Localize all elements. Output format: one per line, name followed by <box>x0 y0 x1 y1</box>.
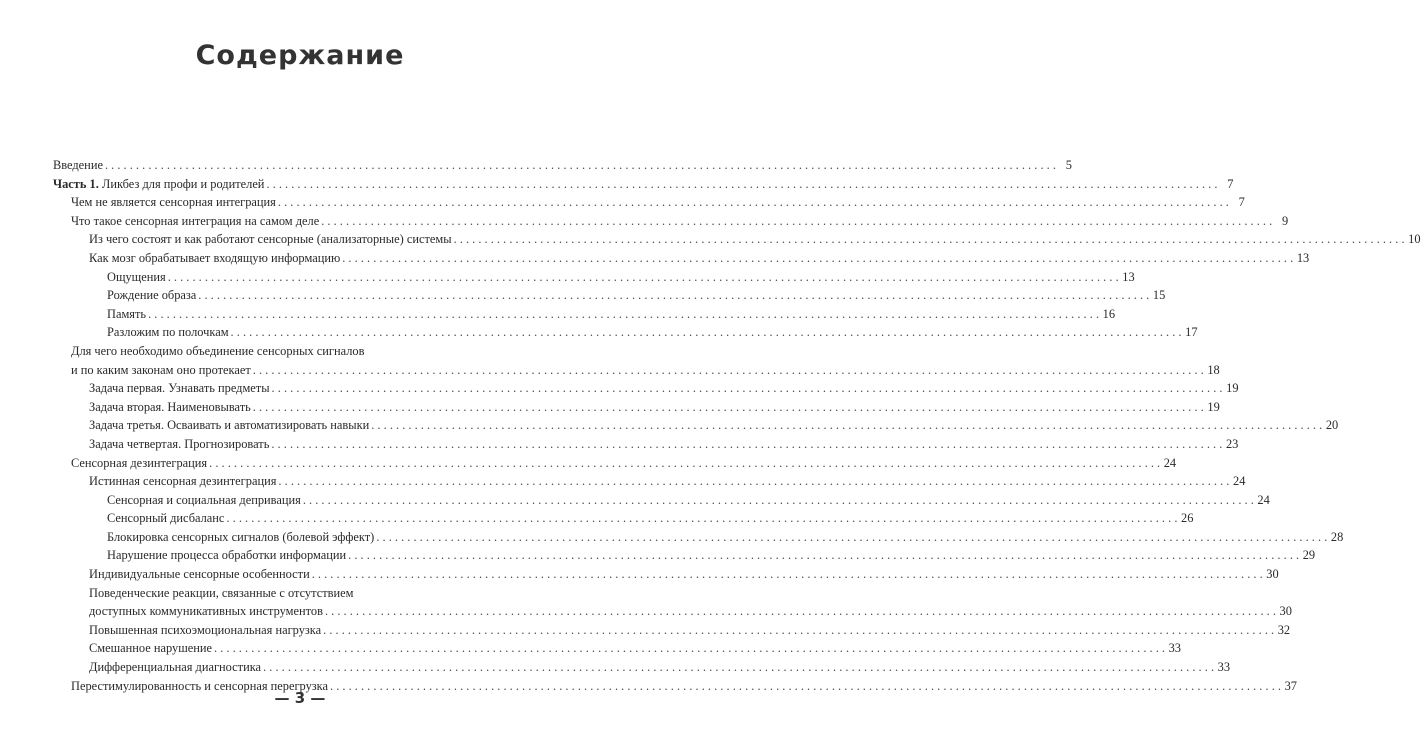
toc-entry-page: 17 <box>1185 325 1198 340</box>
toc-entry-text: Ликбез для профи и родителей <box>98 176 265 191</box>
toc-entry-title <box>89 435 269 454</box>
toc-entry-page: 5 <box>1065 158 1072 172</box>
toc-entry-text: Истинная сенсорная дезинтеграция <box>89 474 277 489</box>
toc-entry-text: Задача первая. Узнавать предметы <box>89 381 270 396</box>
toc-entry-page: 13 <box>1122 269 1135 284</box>
toc-entry-page: 24 <box>1233 474 1246 489</box>
toc-entry-title <box>107 305 146 324</box>
toc-entry-text: Рождение образа <box>107 288 197 303</box>
toc-entry-title <box>107 546 346 565</box>
toc-entry <box>53 528 1344 547</box>
toc-leader-dots <box>454 230 1405 249</box>
toc-entry-title <box>71 361 251 380</box>
toc-entry-text: Задача вторая. Наименовывать <box>89 399 251 414</box>
toc-entry <box>53 454 1177 473</box>
toc-entry <box>53 435 1239 454</box>
toc-entry <box>53 193 1245 212</box>
toc-entry <box>53 546 1316 565</box>
toc-entry-page: 24 <box>1163 455 1177 470</box>
toc-leader-dots <box>342 249 1293 268</box>
toc-entry <box>53 584 543 603</box>
page-number: — 3 — <box>274 689 326 707</box>
toc-entry-page: 10 <box>1408 232 1421 247</box>
toc-leader-dots <box>348 546 1299 565</box>
toc-entry <box>53 509 1194 528</box>
toc-entry-title <box>107 323 229 342</box>
toc-entry <box>53 286 1166 305</box>
toc-entry-text: Индивидуальные сенсорные особенности <box>89 567 310 582</box>
toc-entry-text: доступных коммуникативных инструментов <box>89 604 323 619</box>
toc-leader-dots <box>272 379 1223 398</box>
toc-entry <box>53 175 1234 194</box>
toc-entry-text: Задача третья. Осваивать и автоматизировать навыки <box>89 418 370 433</box>
toc-entry-title <box>71 193 276 212</box>
toc-entry <box>53 268 1135 287</box>
toc-entry <box>53 361 1220 380</box>
toc-entry-title <box>89 398 251 417</box>
toc-leader-dots <box>209 454 1160 473</box>
toc-leader-dots <box>105 156 1056 175</box>
toc-entry-page: 30 <box>1266 567 1279 582</box>
toc-entry-title <box>89 584 353 603</box>
toc-entry-title <box>71 342 364 361</box>
toc-entry-part-label: Часть 1. <box>53 176 99 191</box>
toc-entry <box>53 472 1246 491</box>
toc-entry-text: Задача четвертая. Прогнозировать <box>89 436 270 451</box>
toc-leader-dots <box>263 658 1214 677</box>
toc-leader-dots <box>323 621 1274 640</box>
toc-entry-text: Ощущения <box>107 269 166 284</box>
toc-leader-dots <box>325 602 1276 621</box>
toc-entry-page: 16 <box>1102 306 1116 321</box>
toc-entry-page: 13 <box>1296 250 1310 265</box>
toc-entry-page: 18 <box>1207 362 1220 377</box>
toc-entry-text: Нарушение процесса обработки информации <box>107 548 347 563</box>
page-title: Содержание <box>195 40 405 71</box>
toc-entry-page: 33 <box>1168 641 1181 656</box>
toc-leader-dots <box>266 175 1217 194</box>
toc-entry <box>53 639 1181 658</box>
toc-entry-page: 20 <box>1325 418 1339 433</box>
toc-entry-text: Введение <box>53 158 103 172</box>
toc-entry-text: Перестимулированность и сенсорная перегрузка <box>71 678 328 693</box>
toc-entry-text: Из чего состоят и как работают сенсорные (анализаторные) системы <box>89 232 452 247</box>
toc-entry-text: Как мозг обрабатывает входящую информацию <box>89 250 341 265</box>
toc-leader-dots <box>278 472 1229 491</box>
toc-entry-page: 19 <box>1207 399 1220 414</box>
toc-entry <box>53 379 1239 398</box>
toc-leader-dots <box>253 398 1204 417</box>
toc-entry-text: Сенсорный дисбаланс <box>107 511 225 526</box>
toc-entry-text: Разложим по полочкам <box>107 325 229 340</box>
toc-leader-dots <box>168 268 1119 287</box>
toc-entry <box>53 565 1279 584</box>
toc-entry-title <box>53 175 264 194</box>
toc-entry-title <box>107 286 196 305</box>
toc-entry <box>53 305 1116 324</box>
toc-entry-page: 15 <box>1152 288 1166 303</box>
toc-entry-title <box>89 379 270 398</box>
toc-entry-title <box>107 509 224 528</box>
toc-entry-title <box>89 602 323 621</box>
toc-entry-page: 24 <box>1257 492 1270 507</box>
toc-entry-text: Сенсорная дезинтеграция <box>71 455 208 470</box>
toc-entry-title <box>89 565 310 584</box>
toc-entry <box>53 230 1421 249</box>
toc-entry-title <box>89 416 369 435</box>
toc-leader-dots <box>148 305 1099 324</box>
toc-entry-text: Повышенная психоэмоциональная нагрузка <box>89 622 322 637</box>
toc-entry-page: 9 <box>1282 213 1289 228</box>
toc-entry-page: 28 <box>1330 529 1344 544</box>
toc-leader-dots <box>303 491 1254 510</box>
toc-entry-text: Сенсорная и социальная депривация <box>107 492 301 507</box>
toc-entry-page: 7 <box>1238 195 1245 210</box>
toc-entry <box>53 323 1198 342</box>
toc-entry-title <box>89 621 321 640</box>
toc-entry-page: 23 <box>1225 436 1239 451</box>
toc-entry-text: Для чего необходимо объединение сенсорных сигналов <box>71 343 365 358</box>
toc-entry <box>53 398 1220 417</box>
toc-entry <box>53 658 1231 677</box>
toc-entry-text: и по каким законам оно протекает <box>71 362 251 377</box>
toc-entry-text: Блокировка сенсорных сигналов (болевой эффект) <box>107 529 375 544</box>
toc-entry-text: Чем не является сенсорная интеграция <box>71 195 276 210</box>
toc-entry <box>53 602 1292 621</box>
toc-entry-page: 33 <box>1217 660 1231 675</box>
toc-entry <box>53 212 1289 231</box>
toc-leader-dots <box>214 639 1165 658</box>
toc-entry-title <box>107 528 374 547</box>
toc-entry-text: Смешанное нарушение <box>89 641 213 656</box>
toc-entry-title <box>89 639 212 658</box>
toc-leader-dots <box>231 323 1182 342</box>
toc-entry-text: Поведенческие реакции, связанные с отсутствием <box>89 585 354 600</box>
toc-leader-dots <box>371 416 1322 435</box>
toc-entry <box>53 416 1339 435</box>
toc-entry <box>53 249 1310 268</box>
toc-entry-page: 19 <box>1226 381 1239 396</box>
toc-entry-text: Дифференциальная диагностика <box>89 660 262 675</box>
toc-entry-title <box>89 230 452 249</box>
table-of-contents <box>53 156 1421 695</box>
toc-entry-title <box>107 491 301 510</box>
toc-entry <box>53 342 543 361</box>
toc-entry-title <box>71 454 207 473</box>
toc-leader-dots <box>376 528 1327 547</box>
toc-entry-text: Память <box>107 306 147 321</box>
toc-leader-dots <box>198 286 1149 305</box>
toc-leader-dots <box>278 193 1229 212</box>
toc-entry <box>53 156 1072 175</box>
toc-entry-page: 7 <box>1227 176 1234 191</box>
toc-entry-title <box>89 658 261 677</box>
toc-entry <box>53 621 1291 640</box>
toc-entry-title <box>89 472 276 491</box>
toc-entry-page: 32 <box>1277 622 1291 637</box>
toc-entry-title <box>107 268 166 287</box>
toc-entry-title <box>71 212 319 231</box>
toc-leader-dots <box>271 435 1222 454</box>
toc-entry-text: Что такое сенсорная интеграция на самом деле <box>71 213 320 228</box>
toc-entry-page: 37 <box>1284 678 1297 693</box>
toc-entry-page: 30 <box>1279 604 1292 619</box>
toc-entry <box>53 491 1270 510</box>
toc-leader-dots <box>312 565 1263 584</box>
toc-entry-title <box>89 249 340 268</box>
toc-entry-page: 29 <box>1302 548 1316 563</box>
toc-leader-dots <box>253 361 1204 380</box>
toc-entry-page: 26 <box>1181 511 1194 526</box>
toc-leader-dots <box>226 509 1177 528</box>
toc-leader-dots <box>321 212 1272 231</box>
toc-entry-title <box>53 156 103 175</box>
